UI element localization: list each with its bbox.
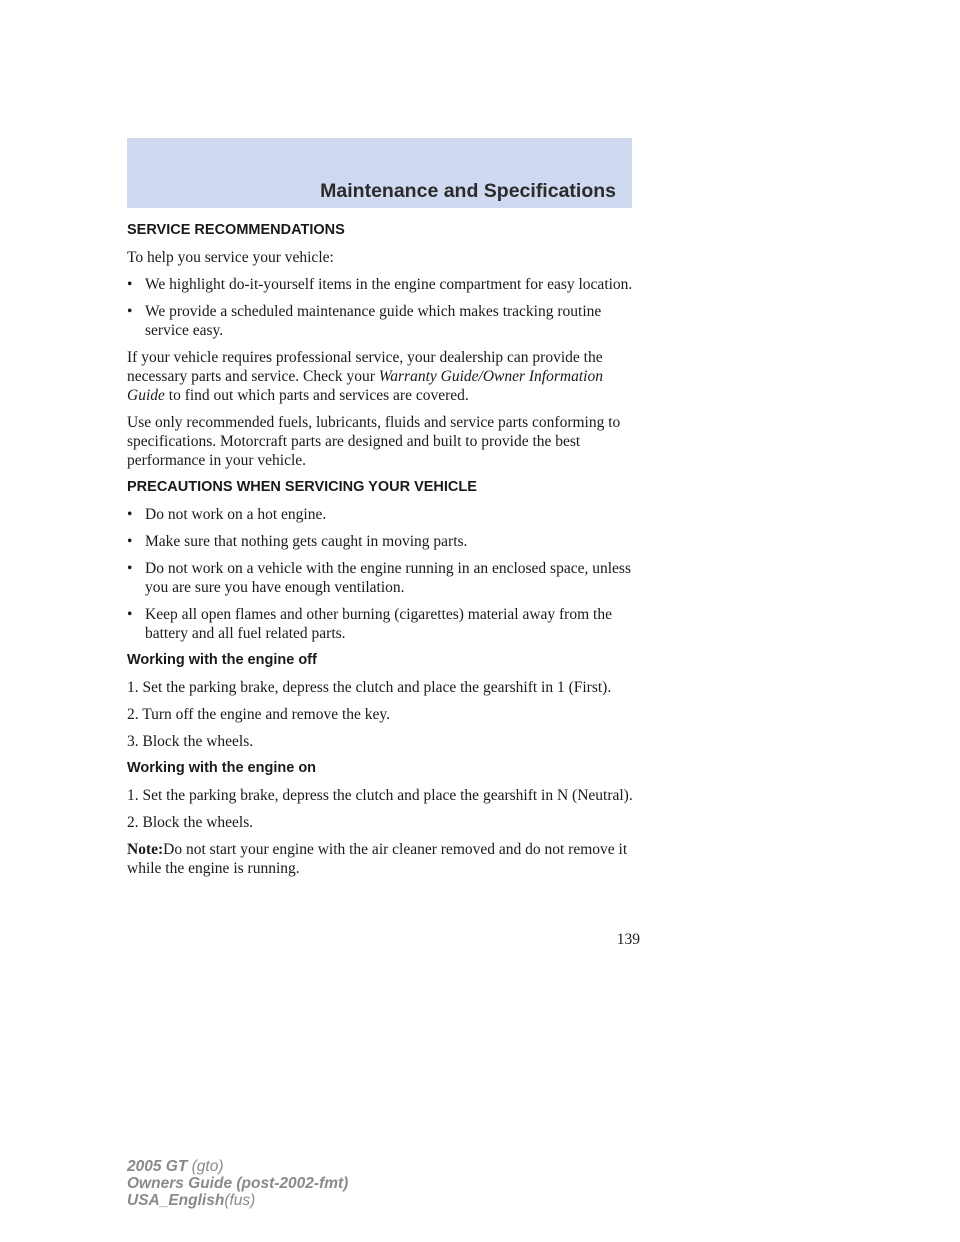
bullet-text: We highlight do-it-yourself items in the engine compartment for easy location. <box>145 276 633 293</box>
section-title: Maintenance and Specifications <box>320 180 616 202</box>
intro-text: To help you service your vehicle: <box>127 249 334 266</box>
bullet-icon: • <box>127 533 133 550</box>
footer-language-code: (fus) <box>224 1192 256 1209</box>
paragraph-text: If your vehicle requires professional service, your dealership can provide the necessary parts and service. Check your <box>127 349 603 385</box>
bullet-text: Do not work on a vehicle with the engine running in an enclosed space, unless you are sure you have enough ventilation. <box>145 560 631 596</box>
bullet-icon: • <box>127 560 133 577</box>
footer-line <box>127 1175 348 1192</box>
list-item <box>127 532 637 551</box>
list-item <box>127 559 637 597</box>
step-text: 1. Set the parking brake, depress the clutch and place the gearshift in 1 (First). <box>127 679 612 696</box>
bullet-text: Do not work on a hot engine. <box>145 506 327 523</box>
heading-service-recommendations: SERVICE RECOMMENDATIONS <box>127 222 345 238</box>
heading-engine-on: Working with the engine on <box>127 760 317 776</box>
step-text: 2. Block the wheels. <box>127 814 254 831</box>
list-item <box>127 302 637 340</box>
paragraph-recommended-parts: Use only recommended fuels, lubricants, fluids and service parts conforming to specifications. Motorcraft parts are designed and built to provide the best performance in your vehicle. <box>127 414 621 469</box>
list-item <box>127 505 637 524</box>
bullet-icon: • <box>127 303 133 320</box>
step-text: 1. Set the parking brake, depress the clutch and place the gearshift in N (Neutral). <box>127 787 633 804</box>
footer-model-code: (gto) <box>191 1158 224 1175</box>
bullet-text: Make sure that nothing gets caught in moving parts. <box>145 533 468 550</box>
paragraph-text: to find out which parts and services are covered. <box>164 387 469 404</box>
footer-model: 2005 GT <box>127 1158 188 1175</box>
list-item <box>127 275 637 294</box>
footer-line <box>127 1192 348 1209</box>
footer-language: USA_English <box>127 1192 225 1209</box>
document-footer <box>127 1158 348 1209</box>
footer-line <box>127 1158 348 1175</box>
step-text: 2. Turn off the engine and remove the key. <box>127 706 391 723</box>
guide-title: Warranty Guide/Owner Information Guide <box>127 368 603 404</box>
note <box>127 840 637 878</box>
section-header-band <box>127 138 632 208</box>
bullet-icon: • <box>127 606 133 623</box>
list-item <box>127 605 637 643</box>
bullet-text: Keep all open flames and other burning (cigarettes) material away from the battery and all fuel related parts. <box>145 606 612 642</box>
footer-guide: Owners Guide (post-2002-fmt) <box>127 1175 349 1192</box>
note-text: Do not start your engine with the air cleaner removed and do not remove it while the engine is running. <box>127 841 628 877</box>
paragraph-professional-service <box>127 348 637 405</box>
step-text: 3. Block the wheels. <box>127 733 254 750</box>
bullet-icon: • <box>127 276 133 293</box>
note-label: Note: <box>127 841 164 858</box>
page-number: 139 <box>616 931 640 948</box>
page-content <box>127 221 637 886</box>
bullet-text: We provide a scheduled maintenance guide which makes tracking routine service easy. <box>145 303 602 339</box>
bullet-icon: • <box>127 506 133 523</box>
heading-precautions: PRECAUTIONS WHEN SERVICING YOUR VEHICLE <box>127 479 477 495</box>
heading-engine-off: Working with the engine off <box>127 652 317 668</box>
